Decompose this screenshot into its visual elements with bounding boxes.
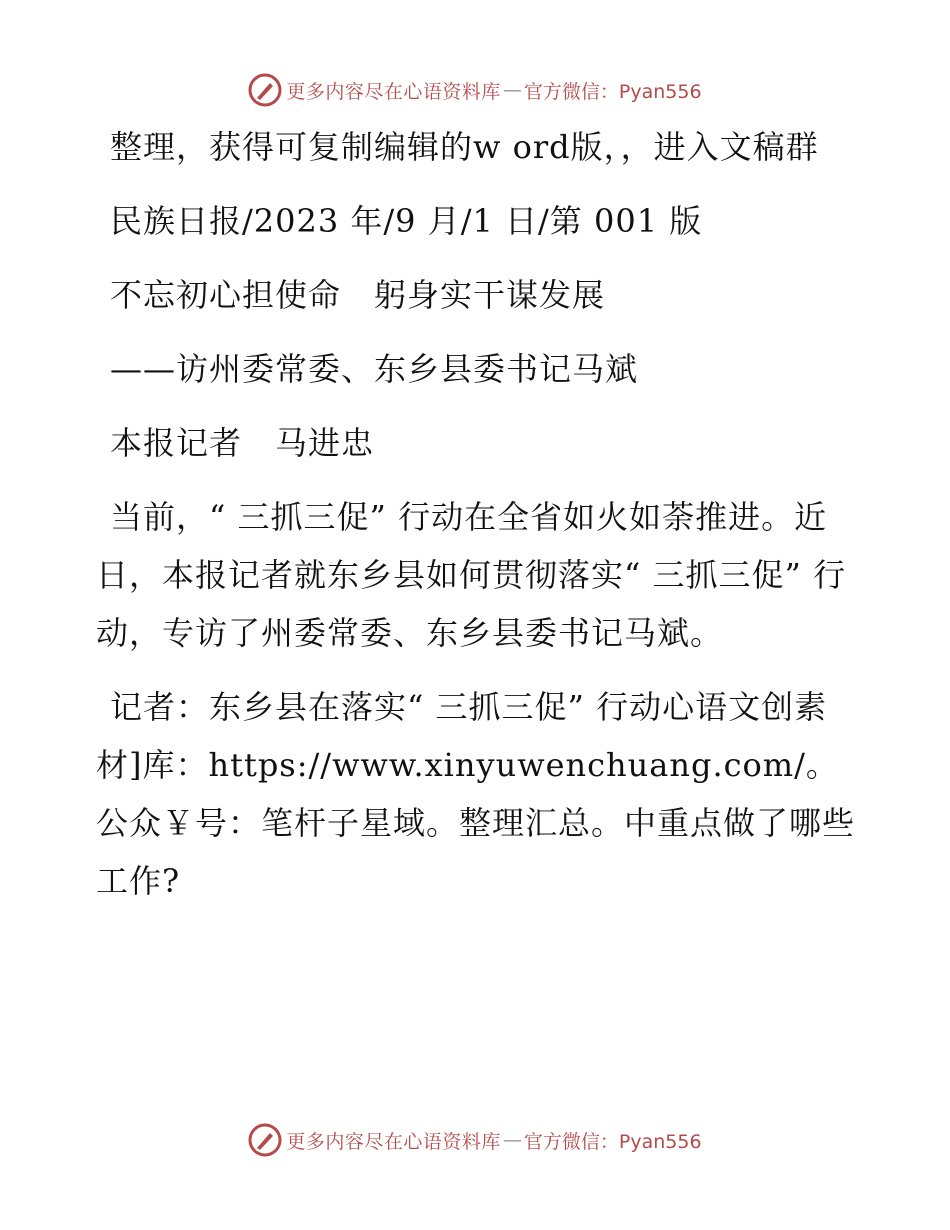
lead-paragraph: 当前，“ 三抓三促” 行动在全省如火如荼推进。近日，本报记者就东乡县如何贯彻落实“ 三抓三促” 行动，专访了州委常委、东乡县委书记马斌。 [96, 498, 847, 652]
article-subtitle: ——访州委常委、东乡县委书记马斌 [110, 350, 639, 388]
header-watermark [0, 70, 950, 110]
intro-paragraph: 整理，获得可复制编辑的w ord版，，进入文稿群 [110, 128, 819, 166]
document-body [96, 118, 866, 926]
question-paragraph: 记者：东乡县在落实“ 三抓三促” 行动心语文创素材]库：https://www.xinyuwenchuang.com/。公众￥号：笔杆子星域。整理汇总。中重点做了哪些工作? [96, 688, 856, 900]
pen-logo-icon [248, 73, 282, 107]
article-title: 不忘初心担使命 躬身实干谋发展 [110, 276, 606, 314]
watermark-brand: 更多内容尽在心语资料库 [286, 80, 501, 103]
watermark-separator: — [502, 79, 522, 101]
footer-watermark [0, 1120, 950, 1160]
pen-logo-icon [248, 1123, 282, 1157]
watermark-separator: — [502, 1129, 522, 1151]
watermark-contact: 官方微信：Pyan556 [523, 1130, 702, 1153]
byline: 本报记者 马进忠 [110, 424, 375, 462]
publication-line: 民族日报/2023 年/9 月/1 日/第 001 版 [110, 202, 703, 240]
watermark-contact: 官方微信：Pyan556 [523, 80, 702, 103]
watermark-brand: 更多内容尽在心语资料库 [286, 1130, 501, 1153]
